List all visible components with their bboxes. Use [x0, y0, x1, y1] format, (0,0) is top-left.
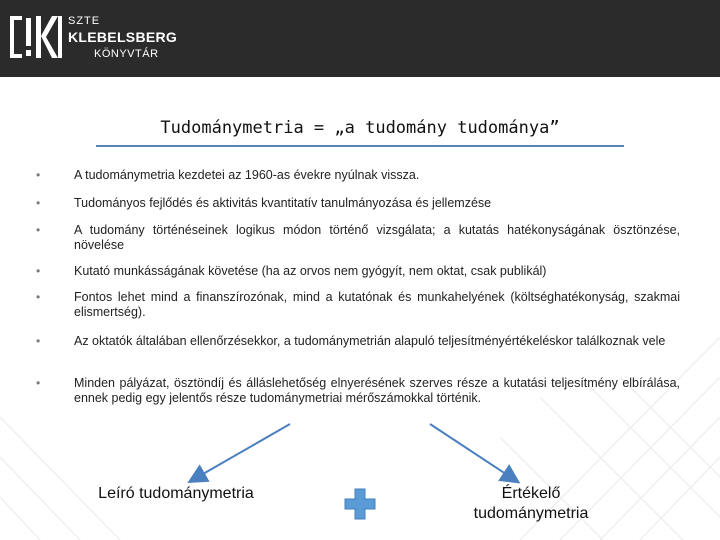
descriptive-label: Leíró tudománymetria: [98, 485, 254, 502]
list-item: • Kutató munkásságának követése (ha az orvos nem gyógyít, nem oktat, csak publikál): [36, 264, 547, 278]
slide-title: Tudománymetria = „a tudomány tudománya”: [160, 118, 560, 138]
logo-text: [68, 14, 177, 62]
bullet-icon: •: [36, 196, 41, 210]
bullet-icon: •: [36, 290, 41, 304]
logo-klebelsberg: KLEBELSBERG: [68, 29, 178, 45]
bullet-icon: •: [36, 168, 41, 182]
list-item: • A tudománymetria kezdetei az 1960-as évekre nyúlnak vissza.: [36, 168, 420, 182]
list-item: • A tudomány történéseinek logikus módon történő vizsgálata; a kutatás hatékonyságának ösztönzése, növelése: [36, 223, 680, 252]
header-bar: [0, 0, 720, 77]
logo-szte: SZTE: [68, 15, 101, 27]
list-item: • Fontos lehet mind a finanszírozónak, mind a kutatónak és munkahelyének (költséghatékonyság, szakmai elismertség).: [36, 290, 680, 319]
bullet-icon: •: [36, 334, 41, 348]
bullet-icon: •: [36, 223, 41, 237]
logo-konyvtar: KÖNYVTÁR: [94, 48, 159, 60]
title-underline: [96, 145, 624, 147]
evaluative-label: Értékelő tudománymetria: [473, 485, 589, 522]
list-item: • Minden pályázat, ösztöndíj és álláslehetőség elnyerésének szerves része a kutatási teljesítmény elbírálása, ennek pedig egy jelentős része tudománymetriai mérőszámokkal történik.: [36, 376, 680, 405]
klebelsberg-logo-icon: [8, 12, 64, 62]
list-item: • Tudományos fejlődés és aktivitás kvantitatív tanulmányozása és jellemzése: [36, 196, 492, 210]
bullet-icon: •: [36, 376, 41, 390]
list-item: • Az oktatók általában ellenőrzésekkor, a tudománymetrián alapuló teljesítményértékeléskor találkoznak vele: [36, 334, 666, 348]
bullet-icon: •: [36, 264, 41, 278]
